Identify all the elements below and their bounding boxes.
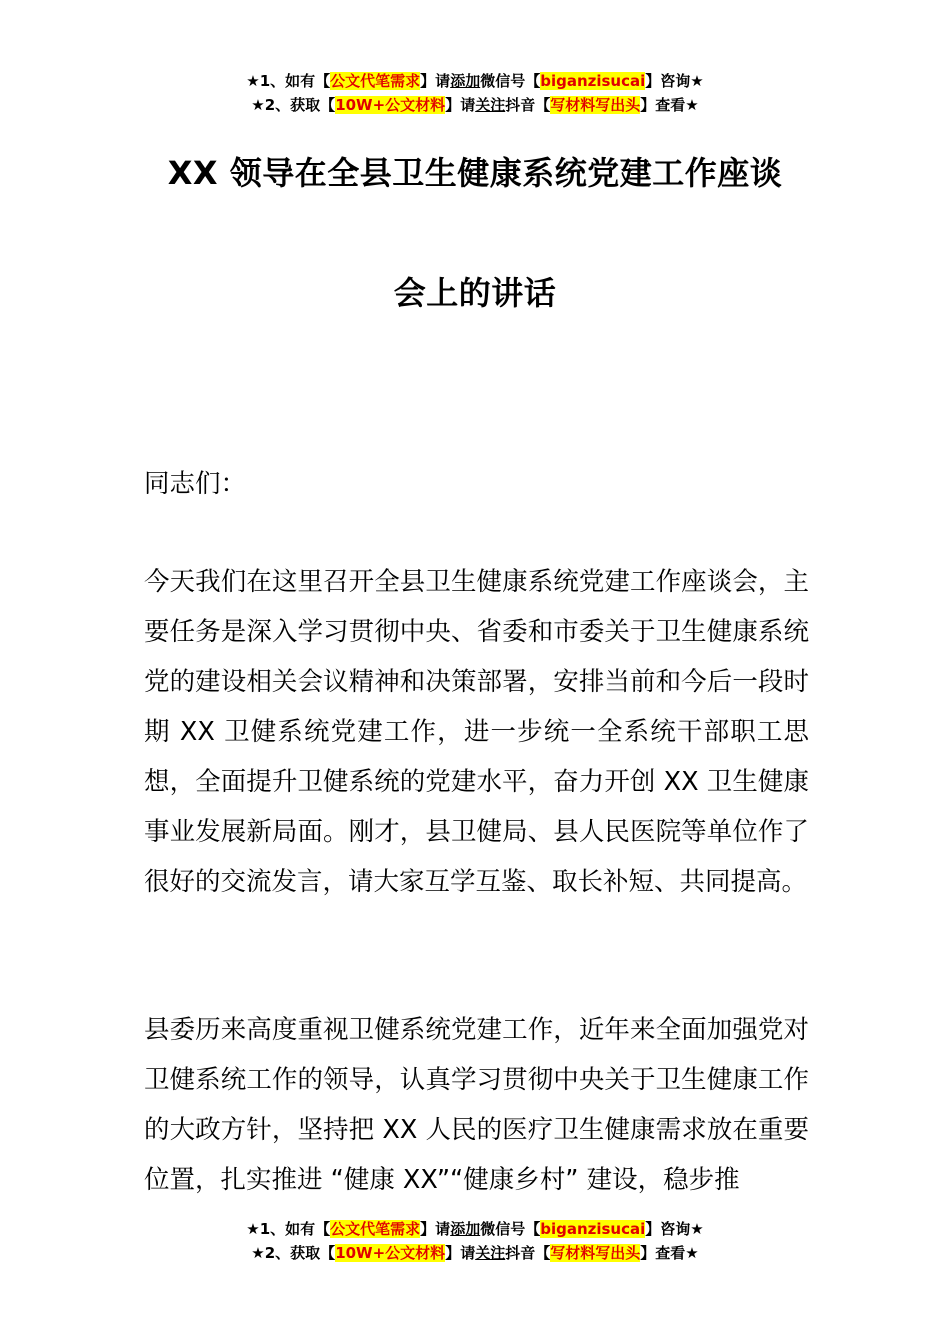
banner-text: 抖音【 xyxy=(505,96,551,114)
banner-line-1 xyxy=(0,1217,950,1241)
banner-text: 】查看★ xyxy=(640,1244,699,1262)
banner-line-1 xyxy=(0,69,950,93)
banner-text: 】请 xyxy=(445,96,476,114)
banner-highlight: biganzisucai xyxy=(540,1220,646,1238)
banner-text: 微信号【 xyxy=(480,1220,541,1238)
paragraph-2 xyxy=(144,1005,809,1205)
banner-line-2 xyxy=(0,93,950,117)
salutation xyxy=(144,459,809,509)
banner-text: 】请 xyxy=(420,72,451,90)
banner-text: 】查看★ xyxy=(640,96,699,114)
banner-text: ★1、如有【 xyxy=(246,72,331,90)
banner-underline: 关注 xyxy=(475,96,506,114)
banner-highlight: 写材料写出头 xyxy=(550,1244,641,1262)
paragraph-2-text: 县委历来高度重视卫健系统党建工作，近年来全面加强党对卫健系统工作的领导，认真学习贯彻中央关于卫生健康工作的大政方针，坚持把 XX 人民的医疗卫生健康需求放在重要位置，扎实推进 “健康 XX”“健康乡村” 建设，稳步推 xyxy=(144,1015,809,1195)
paragraph-1-text: 今天我们在这里召开全县卫生健康系统党建工作座谈会，主要任务是深入学习贯彻中央、省委和市委关于卫生健康系统党的建设相关会议精神和决策部署，安排当前和今后一段时期 XX 卫健系统党建工作，进一步统一全系统干部职工思想，全面提升卫健系统的党建水平，奋力开创 XX 卫生健康事业发展新局面。刚才，县卫健局、县人民医院等单位作了很好的交流发言，请大家互学互鉴、取长补短、共同提高。 xyxy=(144,567,809,897)
banner-underline: 关注 xyxy=(475,1244,506,1262)
banner-highlight: biganzisucai xyxy=(540,72,646,90)
salutation-text: 同志们： xyxy=(144,469,247,499)
banner-text: 】咨询★ xyxy=(645,72,704,90)
footer-banner xyxy=(0,1217,950,1265)
banner-text: 】咨询★ xyxy=(645,1220,704,1238)
banner-highlight: 10W+公文材料 xyxy=(335,1244,446,1262)
banner-highlight: 10W+公文材料 xyxy=(335,96,446,114)
banner-line-2 xyxy=(0,1241,950,1265)
banner-highlight: 公文代笔需求 xyxy=(330,1220,421,1238)
paragraph-1 xyxy=(144,557,809,907)
document-title-line-1: XX 领导在全县卫生健康系统党建工作座谈 xyxy=(167,154,783,192)
banner-text: 微信号【 xyxy=(480,72,541,90)
header-banner xyxy=(0,69,950,117)
banner-text: ★1、如有【 xyxy=(246,1220,331,1238)
document-title-line-2: 会上的讲话 xyxy=(393,274,557,312)
banner-highlight: 写材料写出头 xyxy=(550,96,641,114)
banner-highlight: 公文代笔需求 xyxy=(330,72,421,90)
banner-text: ★2、获取【 xyxy=(251,1244,336,1262)
banner-text: ★2、获取【 xyxy=(251,96,336,114)
banner-text: 】请 xyxy=(420,1220,451,1238)
banner-text: 抖音【 xyxy=(505,1244,551,1262)
banner-underline: 添加 xyxy=(450,72,481,90)
banner-text: 】请 xyxy=(445,1244,476,1262)
banner-underline: 添加 xyxy=(450,1220,481,1238)
